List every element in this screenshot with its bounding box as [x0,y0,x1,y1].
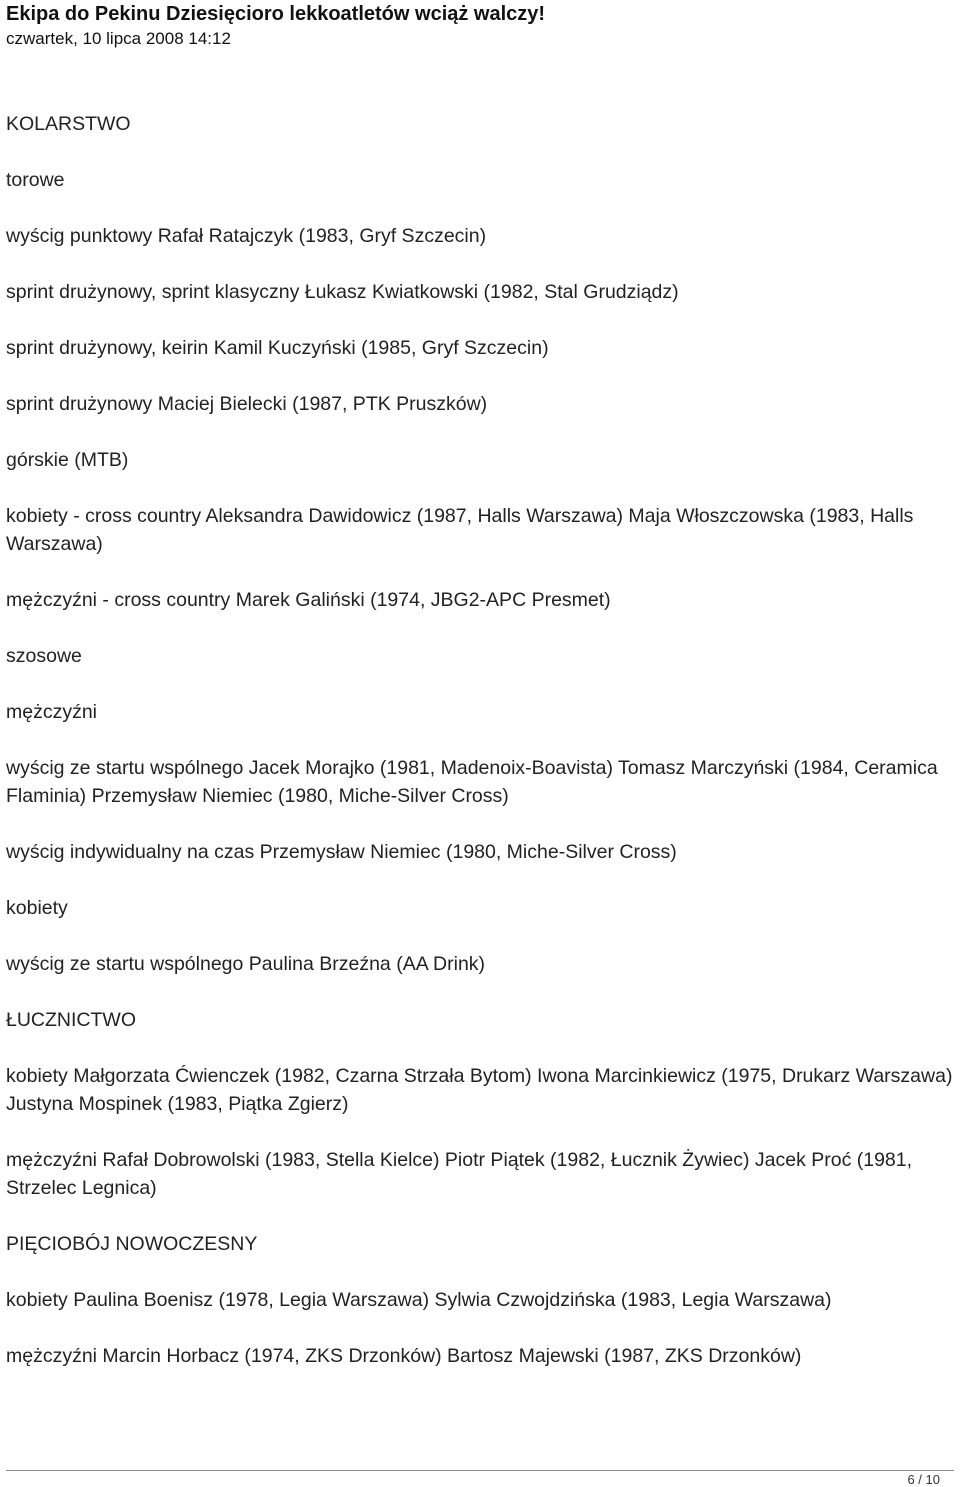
section-heading-cycling: KOLARSTWO [6,113,131,135]
article-title: Ekipa do Pekinu Dziesięcioro lekkoatletów wciąż walczy! [6,3,546,25]
paragraph: kobiety Paulina Boenisz (1978, Legia Warszawa) Sylwia Czwojdzińska (1983, Legia Warszawa) [6,1289,832,1311]
paragraph: sprint drużynowy, keirin Kamil Kuczyński (1985, Gryf Szczecin) [6,337,549,359]
subsection-track: torowe [6,169,65,191]
section-heading-archery: ŁUCZNICTWO [6,1009,136,1031]
subsection-men: mężczyźni [6,701,98,723]
paragraph: mężczyźni Marcin Horbacz (1974, ZKS Drzonków) Bartosz Majewski (1987, ZKS Drzonków) [6,1345,802,1367]
paragraph: wyścig indywidualny na czas Przemysław Niemiec (1980, Miche-Silver Cross) [6,841,677,863]
section-heading-pentathlon: PIĘCIOBÓJ NOWOCZESNY [6,1233,258,1255]
paragraph: sprint drużynowy, sprint klasyczny Łukasz Kwiatkowski (1982, Stal Grudziądz) [6,281,679,303]
article-date: czwartek, 10 lipca 2008 14:12 [6,29,231,48]
paragraph: kobiety Małgorzata Ćwienczek (1982, Czarna Strzała Bytom) Iwona Marcinkiewicz (1975, Drukarz Warszawa) Justyna Mospinek (1983, Piątka Zgierz) [6,1065,953,1115]
paragraph: wyścig ze startu wspólnego Jacek Morajko (1981, Madenoix-Boavista) Tomasz Marczyński (1984, Ceramica Flaminia) Przemysław Niemiec (1980, Miche-Silver Cross) [6,757,938,807]
paragraph: wyścig punktowy Rafał Ratajczyk (1983, Gryf Szczecin) [6,225,487,247]
article-body [6,110,954,1398]
paragraph: mężczyźni Rafał Dobrowolski (1983, Stella Kielce) Piotr Piątek (1982, Łucznik Żywiec) Jacek Proć (1981, Strzelec Legnica) [6,1149,913,1199]
subsection-women: kobiety [6,897,68,919]
subsection-road: szosowe [6,645,82,667]
subsection-mountain: górskie (MTB) [6,449,129,471]
paragraph: mężczyźni - cross country Marek Galiński (1974, JBG2-APC Presmet) [6,589,611,611]
page-number: 6 / 10 [907,1472,940,1487]
paragraph: kobiety - cross country Aleksandra Dawidowicz (1987, Halls Warszawa) Maja Włoszczowska (1983, Halls Warszawa) [6,505,914,555]
page-header [6,0,956,50]
page-footer [6,1470,954,1487]
paragraph: wyścig ze startu wspólnego Paulina Brzeźna (AA Drink) [6,953,486,975]
paragraph: sprint drużynowy Maciej Bielecki (1987, PTK Pruszków) [6,393,488,415]
